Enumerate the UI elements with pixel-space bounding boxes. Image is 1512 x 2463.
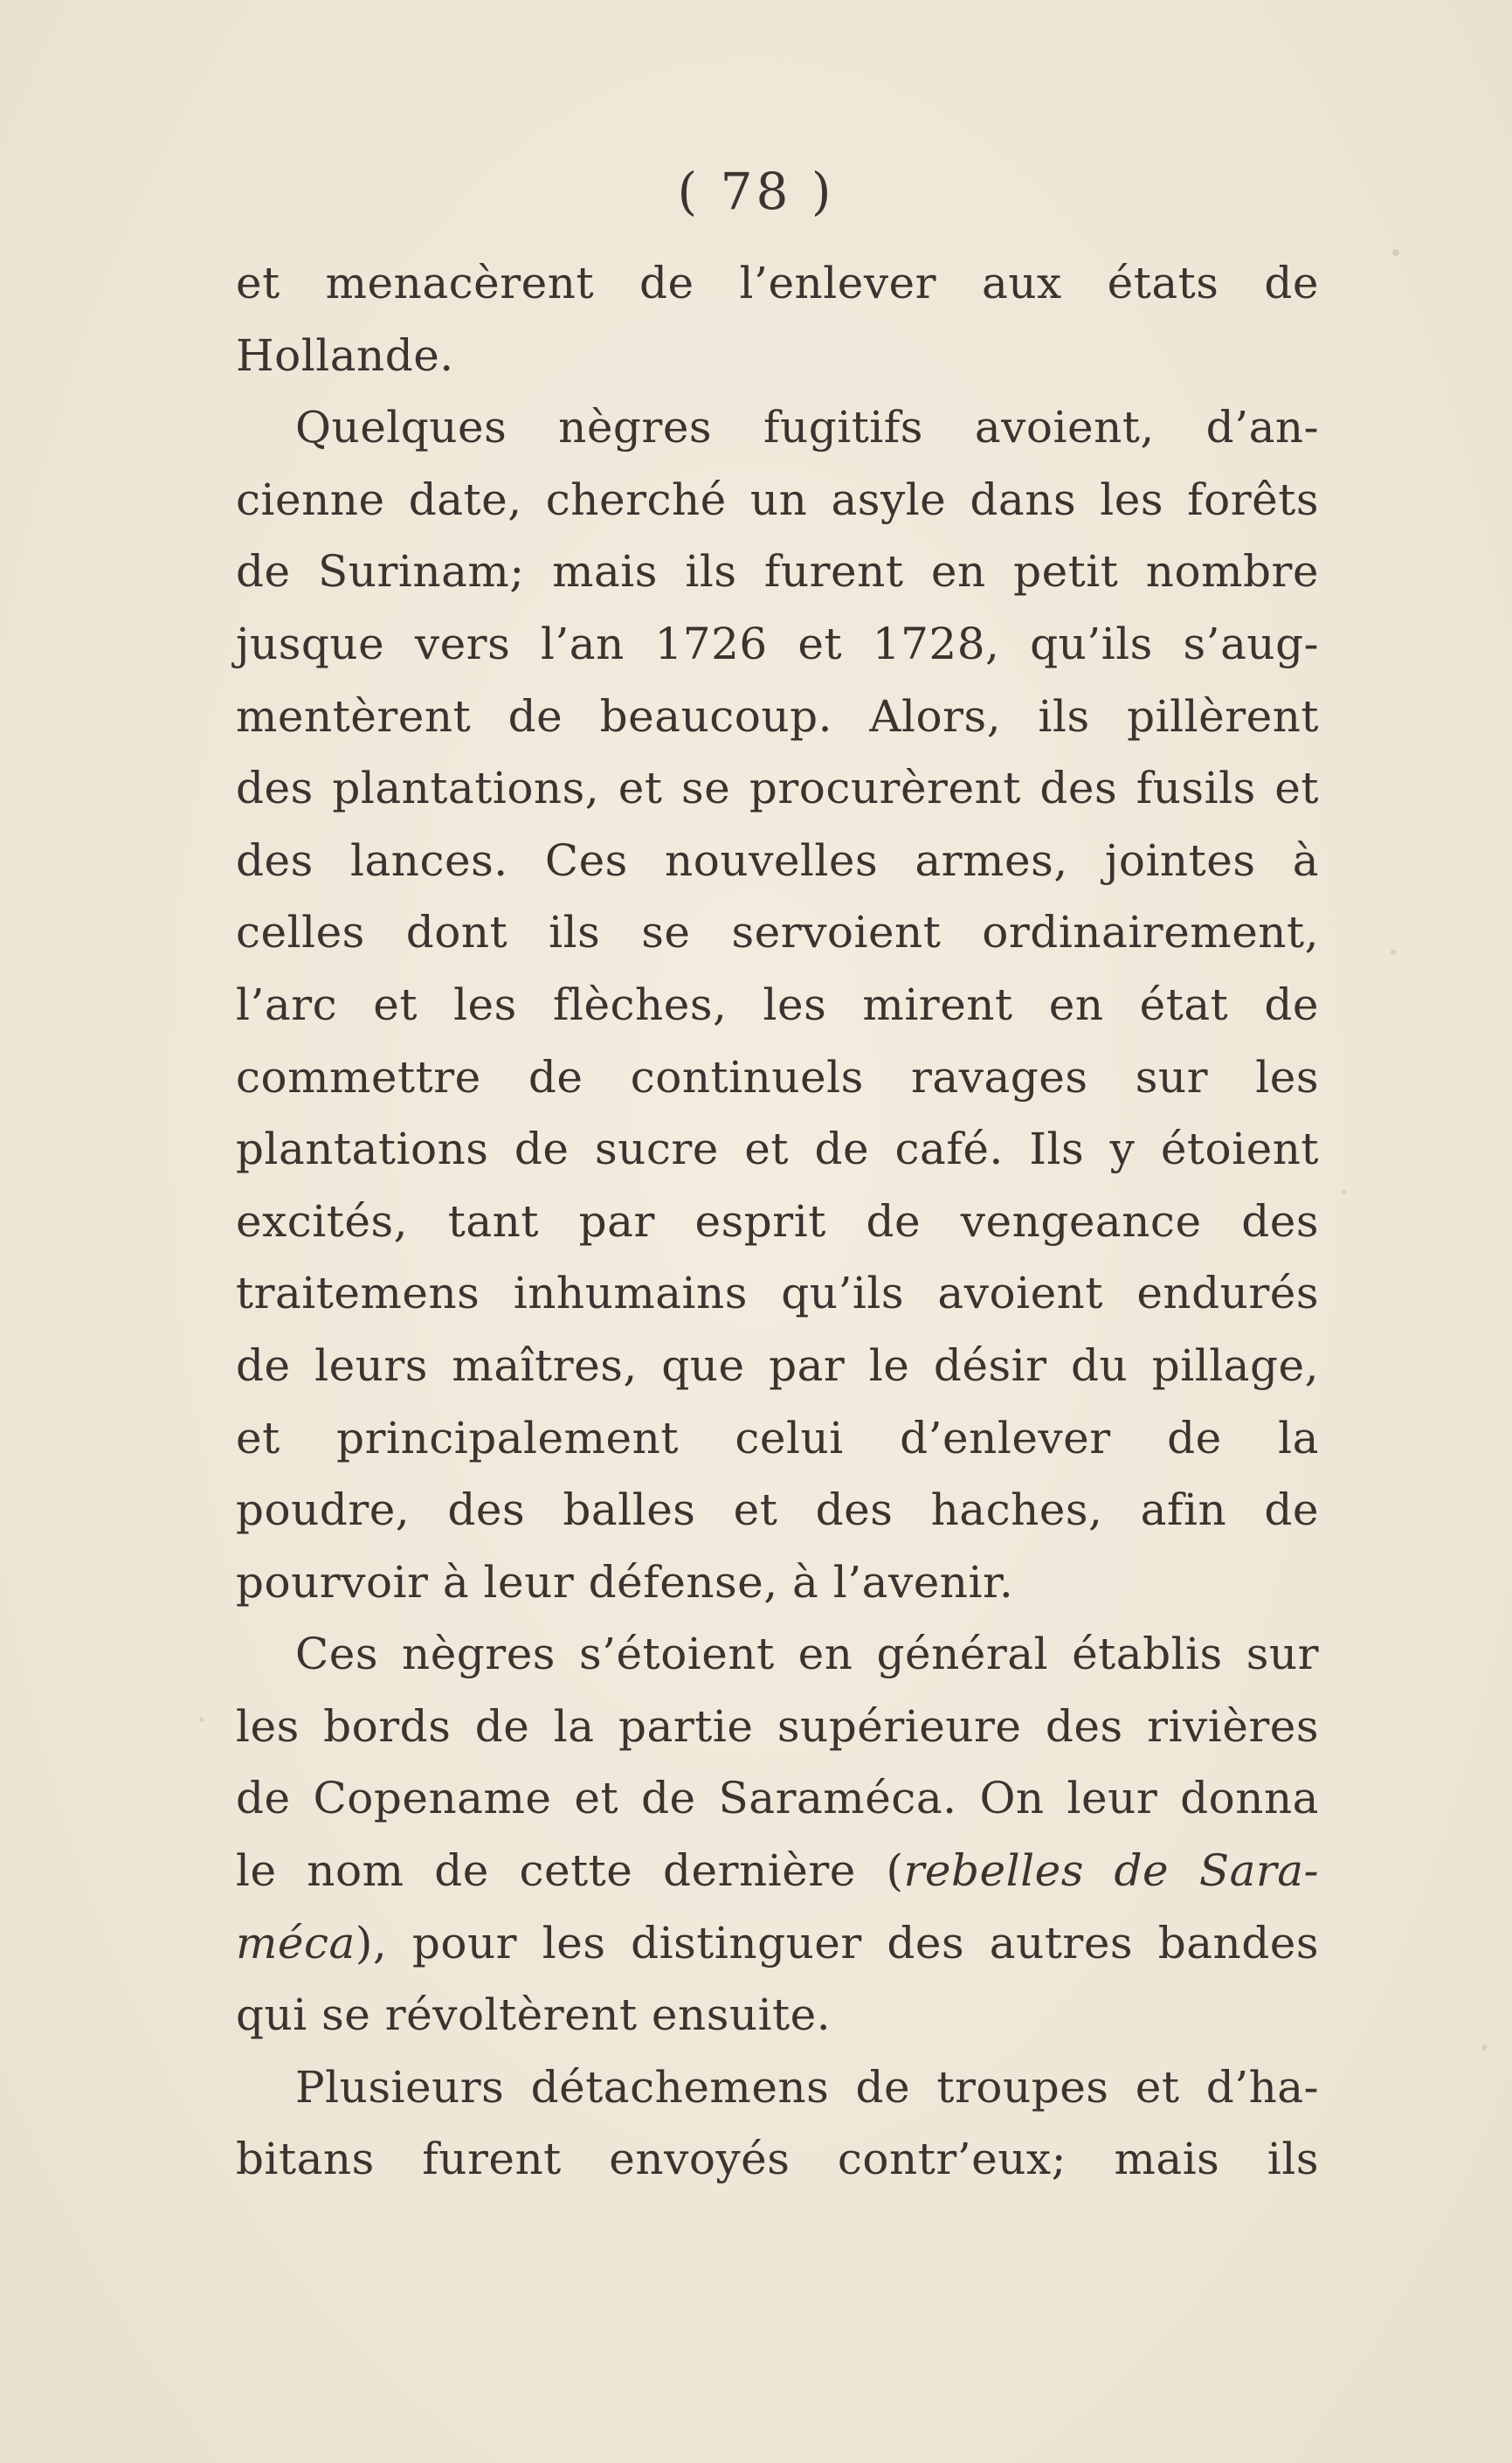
text-line: Ces nègres s’étoient en général établis sur bbox=[295, 1629, 1319, 1680]
text-line: traitemens inhumains qu’ils avoient endurés bbox=[236, 1268, 1319, 1319]
text-line: et principalement celui d’enlever de la bbox=[236, 1412, 1319, 1463]
text-line: jusque vers l’an 1726 et 1728, qu’ils s’aug- bbox=[236, 618, 1319, 669]
text-line: Quelques nègres fugitifs avoient, d’an- bbox=[295, 402, 1319, 453]
body-text bbox=[236, 247, 1319, 2196]
italic-span: méca bbox=[236, 1917, 356, 1968]
italic-span: rebelles de Sara- bbox=[903, 1845, 1320, 1897]
paper-speck bbox=[1392, 249, 1399, 256]
text-line: Plusieurs détachemens de troupes et d’ha- bbox=[295, 2061, 1319, 2113]
page-number: ( 78 ) bbox=[677, 162, 835, 221]
text-span: ), pour les distinguer des autres bandes bbox=[355, 1917, 1319, 1968]
text-line: qui se révoltèrent ensuite. bbox=[236, 1989, 832, 2041]
paper-speck bbox=[1391, 950, 1396, 955]
text-line: les bords de la partie supérieure des rivières bbox=[236, 1700, 1319, 1752]
text-line: de Copename et de Saraméca. On leur donna bbox=[236, 1773, 1319, 1824]
text-line: plantations de sucre et de café. Ils y étoient bbox=[236, 1124, 1319, 1175]
text-line: de leurs maîtres, que par le désir du pillage, bbox=[236, 1339, 1319, 1391]
text-line: celles dont ils se servoient ordinairement, bbox=[236, 907, 1319, 958]
text-line: des plantations, et se procurèrent des fusils et bbox=[236, 763, 1319, 814]
text-line-with-italic bbox=[236, 1907, 1319, 1980]
text-line: de Surinam; mais ils furent en petit nombre bbox=[236, 546, 1319, 598]
text-line: bitans furent envoyés contr’eux; mais ils bbox=[236, 2134, 1319, 2185]
text-line: cienne date, cherché un asyle dans les forêts bbox=[236, 474, 1319, 525]
paper-speck bbox=[1482, 2044, 1487, 2051]
text-line: commettre de continuels ravages sur les bbox=[236, 1051, 1319, 1103]
text-line: et menacèrent de l’enlever aux états de bbox=[236, 258, 1319, 308]
text-line: poudre, des balles et des haches, afin de bbox=[236, 1484, 1319, 1536]
text-line: Hollande. bbox=[236, 329, 454, 381]
paper-speck bbox=[1342, 1190, 1346, 1194]
text-line: pourvoir à leur défense, à l’avenir. bbox=[236, 1556, 1014, 1608]
text-line: mentèrent de beaucoup. Alors, ils pillèrent bbox=[236, 690, 1319, 742]
text-span: le nom de cette dernière ( bbox=[236, 1845, 904, 1897]
text-line: des lances. Ces nouvelles armes, jointes à bbox=[236, 834, 1319, 886]
text-line: l’arc et les flèches, les mirent en état de bbox=[236, 979, 1319, 1030]
text-line: excités, tant par esprit de vengeance des bbox=[236, 1195, 1319, 1247]
text-line-with-italic bbox=[236, 1835, 1319, 1907]
paper-speck bbox=[199, 1718, 204, 1722]
